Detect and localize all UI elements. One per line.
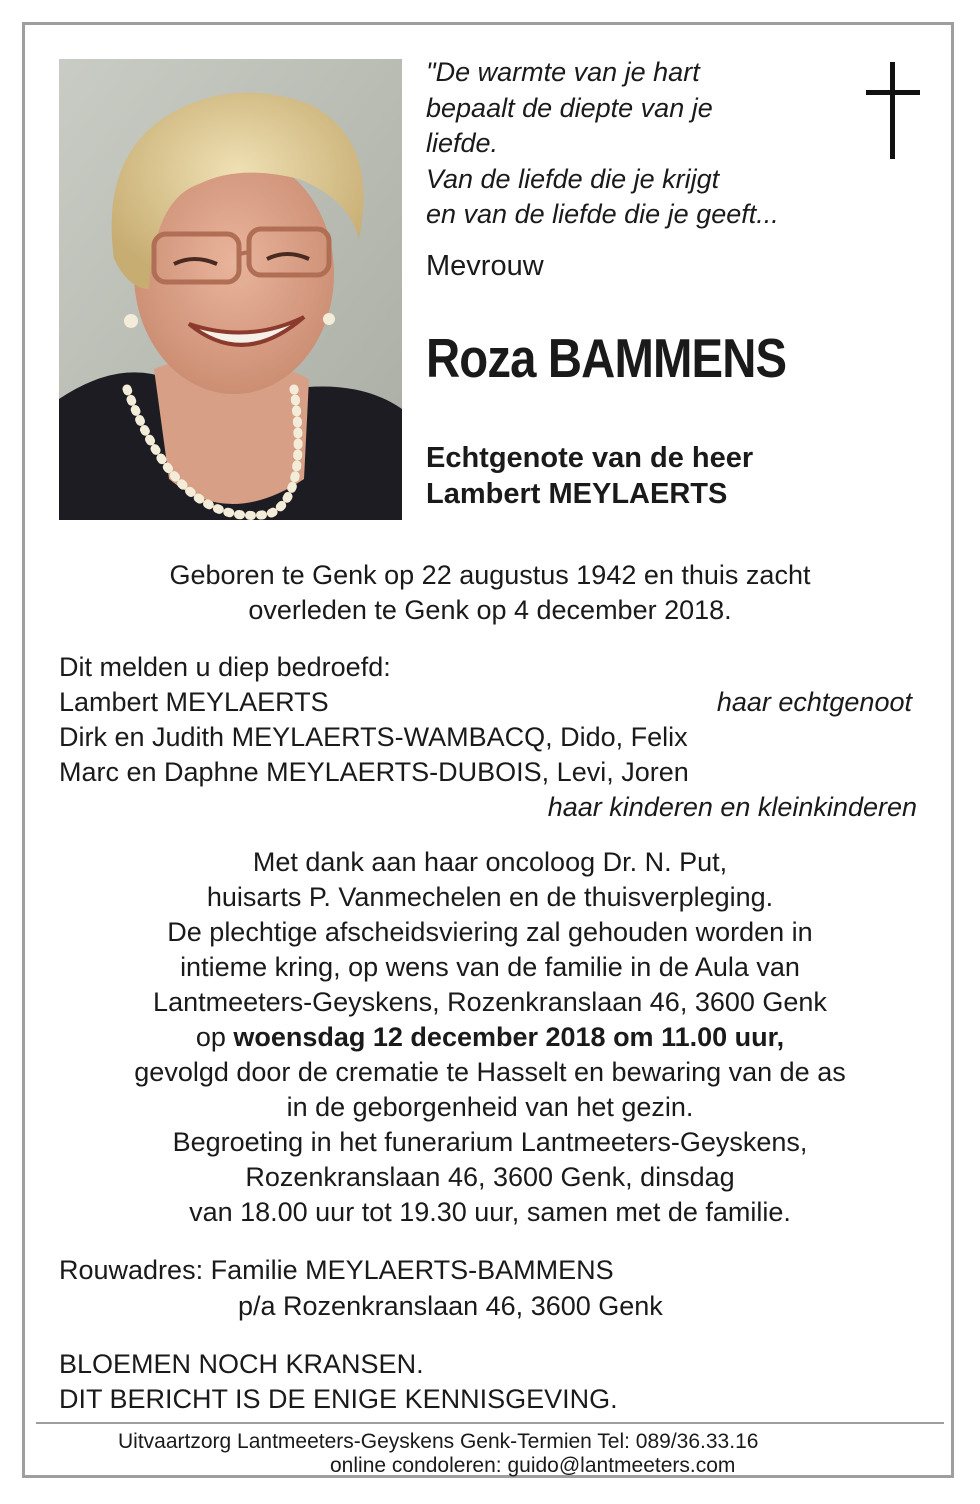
ceremony-line: huisarts P. Vanmechelen en de thuisverpleging. xyxy=(206,882,774,912)
mourner-spouse: Lambert MEYLAERTS xyxy=(59,687,329,717)
deceased-name: Roza BAMMENS xyxy=(426,327,787,389)
ceremony-line: Met dank aan haar oncoloog Dr. N. Put, xyxy=(252,847,728,877)
latin-cross-icon xyxy=(862,62,922,162)
quote-line: bepaalt de diepte van je xyxy=(426,92,713,123)
birth-death-line: overleden te Genk op 4 december 2018. xyxy=(248,595,732,625)
spouse-line: Lambert MEYLAERTS xyxy=(426,478,728,510)
ceremony-line: Lantmeeters-Geyskens, Rozenkranslaan 46, 3600 Genk xyxy=(153,987,827,1017)
notice-only-announcement: DIT BERICHT IS DE ENIGE KENNISGEVING. xyxy=(59,1384,618,1414)
ceremony-date-line xyxy=(40,1020,940,1055)
cross-icon xyxy=(862,62,922,167)
footer-divider xyxy=(36,1422,944,1424)
mourner-spouse-role: haar echtgenoot xyxy=(716,687,912,717)
mourner-children-role: haar kinderen en kleinkinderen xyxy=(547,792,917,822)
quote-line: liefde. xyxy=(426,128,499,158)
spouse-info xyxy=(426,440,753,512)
spouse-line: Echtgenote van de heer xyxy=(426,442,754,474)
ceremony-line: gevolgd door de crematie te Hasselt en bewaring van de as xyxy=(134,1057,846,1087)
honorific: Mevrouw xyxy=(426,250,544,282)
ceremony-info xyxy=(40,845,940,1230)
funeral-home-info: Uitvaartzorg Lantmeeters-Geyskens Genk-Termien Tel: 089/36.33.16 xyxy=(118,1430,759,1453)
ceremony-line: De plechtige afscheidsviering zal gehouden worden in xyxy=(167,917,813,947)
quote-line: en van de liefde die je geeft... xyxy=(426,199,779,229)
mourning-address-street: p/a Rozenkranslaan 46, 3600 Genk xyxy=(238,1291,663,1321)
ceremony-line: Begroeting in het funerarium Lantmeeters-Geyskens, xyxy=(172,1127,808,1157)
ceremony-date: woensdag 12 december 2018 om 11.00 uur, xyxy=(233,1022,785,1052)
quote-line: "De warmte van je hart xyxy=(426,57,700,87)
mourners-intro: Dit melden u diep bedroefd: xyxy=(59,652,391,682)
ceremony-line: van 18.00 uur tot 19.30 uur, samen met de familie. xyxy=(189,1197,791,1227)
memorial-quote xyxy=(426,55,846,233)
condolence-email: online condoleren: guido@lantmeeters.com xyxy=(330,1454,736,1477)
notice-flowers: BLOEMEN NOCH KRANSEN. xyxy=(59,1349,424,1379)
mourner-child: Marc en Daphne MEYLAERTS-DUBOIS, Levi, Joren xyxy=(59,757,689,787)
mourning-address: Rouwadres: Familie MEYLAERTS-BAMMENS xyxy=(59,1255,614,1285)
portrait-photo-icon xyxy=(59,59,402,520)
portrait-photo xyxy=(59,59,402,520)
ceremony-line: Rozenkranslaan 46, 3600 Genk, dinsdag xyxy=(245,1162,735,1192)
quote-line: Van de liefde die je krijgt xyxy=(426,163,720,194)
mourner-child: Dirk en Judith MEYLAERTS-WAMBACQ, Dido, Felix xyxy=(59,722,688,752)
ceremony-date-prefix: op xyxy=(195,1022,234,1052)
ceremony-line: in de geborgenheid van het gezin. xyxy=(286,1092,694,1122)
birth-death-line: Geboren te Genk op 22 augustus 1942 en thuis zacht xyxy=(169,560,811,590)
birth-death-info xyxy=(40,558,940,628)
ceremony-line: intieme kring, op wens van de familie in de Aula van xyxy=(180,952,800,982)
